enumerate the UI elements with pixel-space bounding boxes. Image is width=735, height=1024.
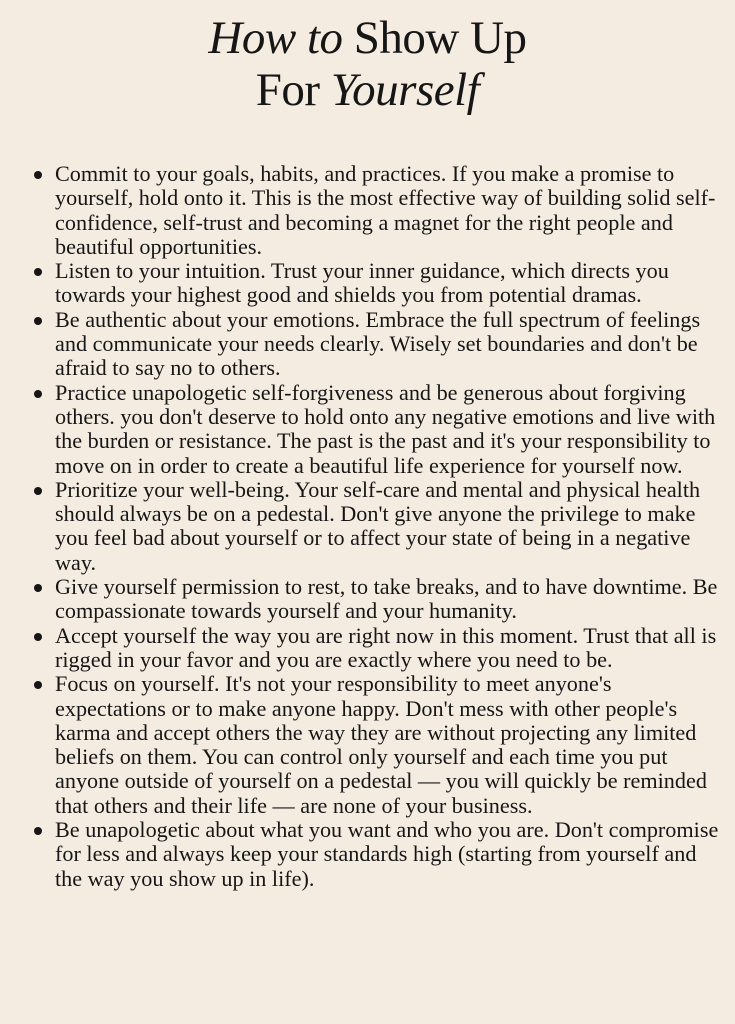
list-item-text: Prioritize your well-being. Your self-care and mental and physical health should always be on a pedestal. Don't give anyone the privilege to make you feel bad about yourself or to affect your state of being in a negative way. [55,476,701,575]
title-for: For [255,64,331,116]
advice-list [30,162,720,891]
list-item-text: Listen to your intuition. Trust your inner guidance, which directs you towards your highest good and shields you from potential dramas. [55,258,669,308]
bullet-icon [34,827,42,835]
list-item-text: Accept yourself the way you are right now in this moment. Trust that all is rigged in your favor and you are exactly where you need to be. [55,622,717,672]
title-show-up: Show Up [342,12,527,64]
bullet-icon [34,171,42,179]
list-item-text: Practice unapologetic self-forgiveness and be generous about forgiving others. you don't deserve to hold onto any negative emotions and live with the burden or resistance. The past is the past and it's your responsibility to move on in order to create a beautiful life experience for yourself now. [55,379,716,478]
list-item [30,259,720,308]
list-item [30,381,720,478]
list-item [30,162,720,259]
title-italic-yourself: Yourself [330,64,480,116]
bullet-icon [34,584,42,592]
list-item [30,308,720,381]
bullet-icon [34,633,42,641]
bullet-icon [34,268,42,276]
title-line-1 [0,12,735,64]
list-item-text: Give yourself permission to rest, to take breaks, and to have downtime. Be compassionate towards yourself and your humanity. [55,574,718,624]
page-title [0,12,735,116]
bullet-icon [34,681,42,689]
list-item-text: Commit to your goals, habits, and practices. If you make a promise to yourself, hold onto it. This is the most effective way of building solid self-confidence, self-trust and becoming a magnet for the right people and beautiful opportunities. [55,161,716,259]
list-item [30,818,720,891]
title-line-2 [0,64,735,116]
title-italic-how-to: How to [208,12,343,64]
list-item-text: Be unapologetic about what you want and who you are. Don't compromise for less and always keep your standards high (starting from yourself and the way you show up in life). [55,817,719,891]
list-item [30,672,720,818]
bullet-icon [34,487,42,495]
list-item [30,575,720,624]
list-item-text: Be authentic about your emotions. Embrace the full spectrum of feelings and communicate your needs clearly. Wisely set boundaries and don't be afraid to say no to others. [55,306,701,381]
bullet-icon [34,317,42,325]
bullet-icon [34,390,42,398]
list-item-text: Focus on yourself. It's not your responsibility to meet anyone's expectations or to make anyone happy. Don't mess with other people's karma and accept others the way they are without projecting any limited beliefs on them. You can control only yourself and each time you put anyone outside of yourself on a pedestal — you will quickly be reminded that others and their life — are none of your business. [55,671,707,818]
list-item [30,624,720,673]
list-item [30,478,720,575]
